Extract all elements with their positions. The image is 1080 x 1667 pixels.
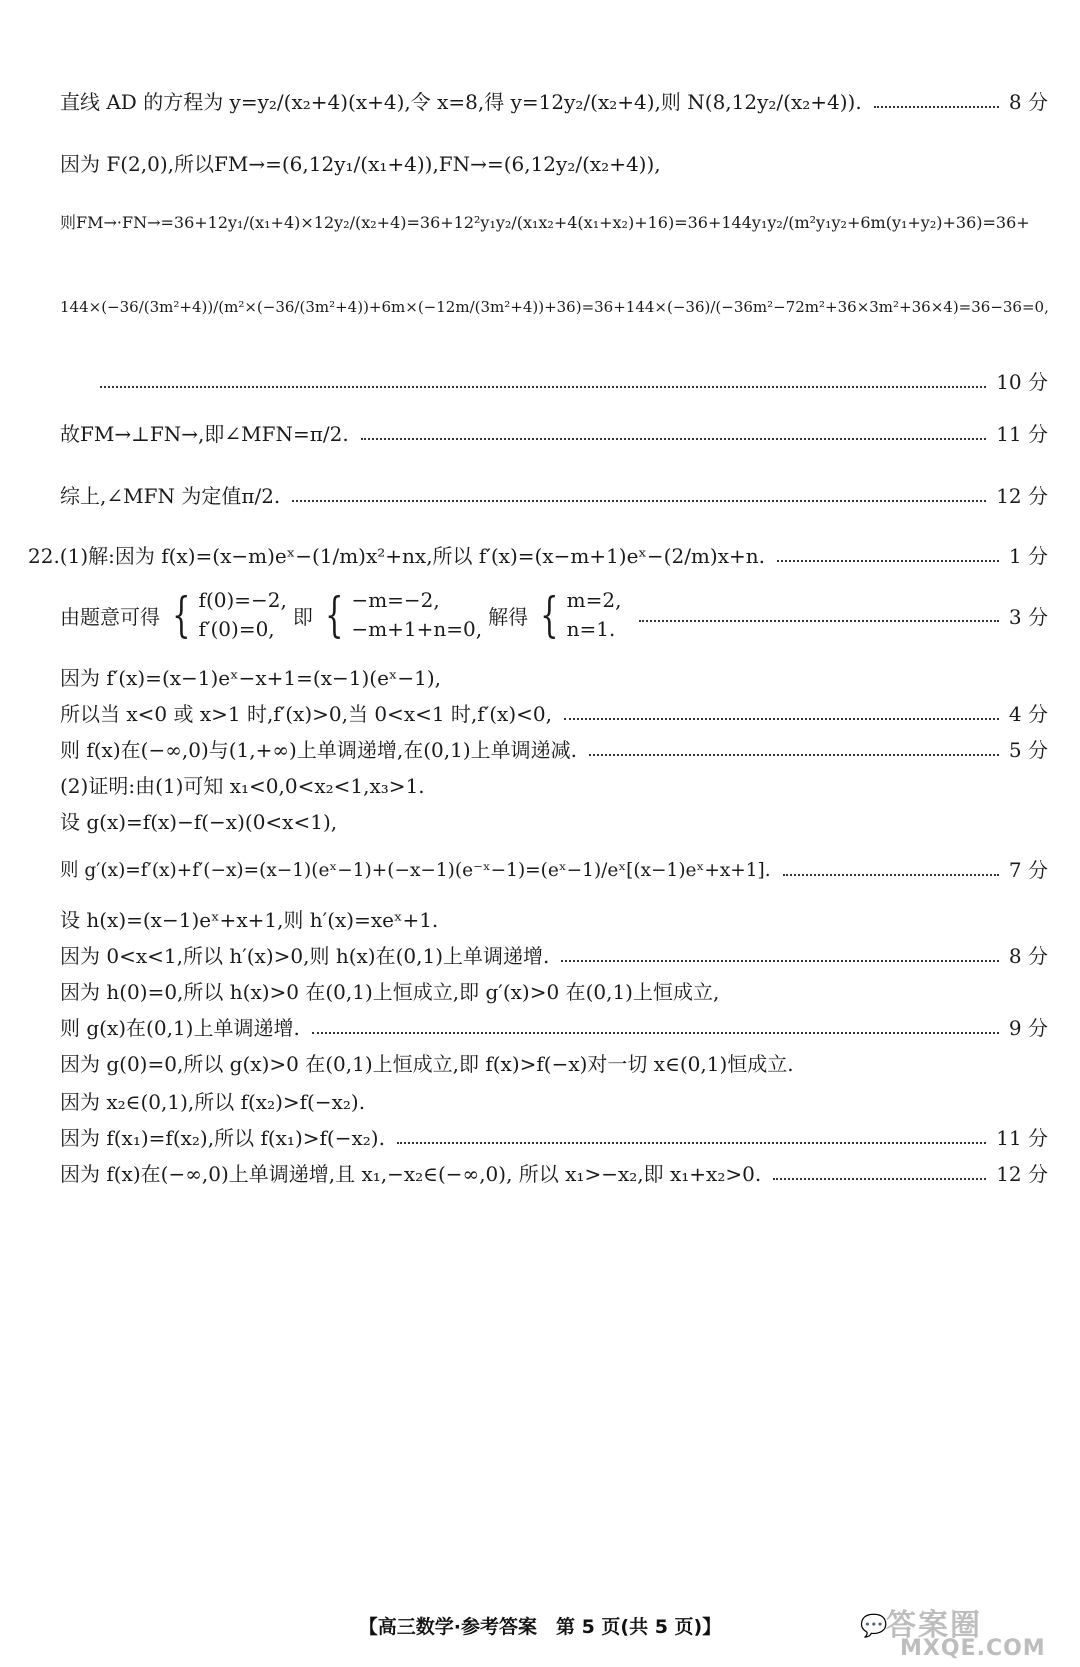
solution-line (60, 806, 1048, 835)
leader-dots (777, 560, 999, 562)
solution-text: 因为 f′(x)=(x−1)eˣ−x+1=(x−1)(eˣ−1), (60, 666, 442, 690)
watermark (860, 1600, 1060, 1660)
score-label: 12 分 (996, 484, 1048, 508)
solution-line (60, 1048, 1048, 1077)
score-label: 1 分 (1008, 544, 1048, 568)
solution-text: 所以当 x<0 或 x>1 时,f′(x)>0,当 0<x<1 时,f′(x)<0, (60, 702, 552, 726)
solution-line (60, 904, 1048, 933)
equation-row: f(0)=−2, (198, 588, 287, 612)
leader-dots (397, 1142, 986, 1144)
leader-dots (361, 438, 986, 440)
solution-line (60, 1158, 1048, 1187)
solution-line (60, 940, 1048, 969)
score-label: 3 分 (1008, 604, 1048, 629)
score-label: 11 分 (996, 1126, 1048, 1150)
brace-icon: { (325, 587, 344, 643)
solution-line (60, 770, 1048, 799)
leader-dots (292, 500, 986, 502)
leader-dots (783, 874, 999, 876)
leader-dots (312, 1032, 999, 1034)
solution-text: 因为 x₂∈(0,1),所以 f(x₂)>f(−x₂). (60, 1090, 366, 1114)
solution-line (60, 734, 1048, 763)
equation-row: −m=−2, (351, 588, 440, 612)
solution-line (60, 698, 1048, 727)
solution-text: 因为 g(0)=0,所以 g(x)>0 在(0,1)上恒成立,即 f(x)>f(−x)对一切 x∈(0,1)恒成立. (60, 1052, 794, 1076)
solution-text: 因为 F(2,0),所以FM→=(6,12y₁/(x₁+4)),FN→=(6,12y₂/(x₂+4)), (60, 152, 661, 176)
equation-system (319, 586, 482, 644)
solution-text: 则 g′(x)=f′(x)+f′(−x)=(x−1)(eˣ−1)+(−x−1)(e⁻ˣ−1)=(eˣ−1)/eˣ[(x−1)eˣ+x+1]. (60, 859, 771, 881)
watermark-site: MXQE.COM (900, 1636, 1046, 1661)
solution-line (100, 366, 1048, 395)
solution-text: 因为 f(x₁)=f(x₂),所以 f(x₁)>f(−x₂). (60, 1126, 385, 1150)
score-label: 4 分 (1008, 702, 1048, 726)
solution-text: 则 f(x)在(−∞,0)与(1,+∞)上单调递增,在(0,1)上单调递减. (60, 738, 577, 762)
solution-text: 因为 f(x)在(−∞,0)上单调递增,且 x₁,−x₂∈(−∞,0), 所以 x₁>−x₂,即 x₁+x₂>0. (60, 1162, 762, 1186)
solution-line (60, 298, 1048, 316)
solution-text: 设 h(x)=(x−1)eˣ+x+1,则 h′(x)=xeˣ+1. (60, 908, 439, 932)
solution-text: 解得 (488, 604, 529, 629)
leader-dots (589, 754, 999, 756)
solution-text: 因为 0<x<1,所以 h′(x)>0,则 h(x)在(0,1)上单调递增. (60, 944, 550, 968)
leader-dots (874, 106, 999, 108)
solution-text: 22.(1)解:因为 f(x)=(x−m)eˣ−(1/m)x²+nx,所以 f′(x)=(x−m+1)eˣ−(2/m)x+n. (28, 544, 765, 568)
chat-bubble-icon: 💬 (860, 1614, 888, 1639)
leader-dots (773, 1178, 986, 1180)
solution-text: 则FM→·FN→=36+12y₁/(x₁+4)×12y₂/(x₂+4)=36+12²y₁y₂/(x₁x₂+4(x₁+x₂)+16)=36+144y₁y₂/(m²y₁y₂+6m(y₁+y₂)+36)=36+ (60, 213, 1030, 232)
solution-line (60, 976, 1048, 1005)
solution-text: 即 (292, 604, 313, 629)
score-label: 10 分 (996, 370, 1048, 394)
score-label: 9 分 (1008, 1016, 1048, 1040)
brace-icon: { (172, 587, 191, 643)
solution-text: 由题意可得 (60, 604, 160, 629)
leader-dots (639, 620, 998, 622)
solution-text: 因为 h(0)=0,所以 h(x)>0 在(0,1)上恒成立,即 g′(x)>0 在(0,1)上恒成立, (60, 980, 720, 1004)
solution-line (60, 148, 1048, 177)
solution-text: 144×(−36/(3m²+4))/(m²×(−36/(3m²+4))+6m×(−12m/(3m²+4))+36)=36+144×(−36)/(−36m²−72m²+36×3m²+36×4)=36−36=0, (60, 298, 1049, 316)
solution-line (60, 1122, 1048, 1151)
score-label: 8 分 (1008, 90, 1048, 114)
solution-text: 则 g(x)在(0,1)上单调递增. (60, 1016, 300, 1040)
solution-text: 综上,∠MFN 为定值π/2. (60, 484, 281, 508)
leader-dots (564, 718, 999, 720)
leader-dots (100, 386, 986, 388)
score-label: 8 分 (1008, 944, 1048, 968)
solution-text: 设 g(x)=f(x)−f(−x)(0<x<1), (60, 810, 338, 834)
score-label: 7 分 (1008, 858, 1048, 882)
solution-line (60, 86, 1048, 115)
leader-dots (561, 960, 999, 962)
solution-line (60, 480, 1048, 509)
score-label: 11 分 (996, 422, 1048, 446)
solution-line (60, 586, 1048, 644)
brace-icon: { (540, 587, 559, 643)
solution-text: (2)证明:由(1)可知 x₁<0,0<x₂<1,x₃>1. (60, 774, 425, 798)
solution-text: 故FM→⊥FN→,即∠MFN=π/2. (60, 422, 349, 446)
solution-line (60, 1012, 1048, 1041)
equation-row: −m+1+n=0, (351, 617, 483, 641)
equation-row: m=2, (566, 588, 622, 612)
equation-row: n=1. (566, 617, 616, 641)
solution-line (60, 1086, 1048, 1115)
solution-line (60, 418, 1048, 447)
page-footer: 【高三数学·参考答案 第 5 页(共 5 页)】 (358, 1616, 722, 1638)
equation-system (534, 586, 621, 644)
solution-line (60, 210, 1048, 233)
solution-line (28, 540, 1048, 569)
score-label: 5 分 (1008, 738, 1048, 762)
watermark-text: 答案圈 (886, 1608, 982, 1643)
solution-text: 直线 AD 的方程为 y=y₂/(x₂+4)(x+4),令 x=8,得 y=12y₂/(x₂+4),则 N(8,12y₂/(x₂+4)). (60, 90, 862, 114)
score-label: 12 分 (996, 1162, 1048, 1186)
equation-row: f′(0)=0, (198, 617, 275, 641)
solution-line (60, 854, 1048, 883)
equation-system (166, 586, 287, 644)
solution-line (60, 662, 1048, 691)
